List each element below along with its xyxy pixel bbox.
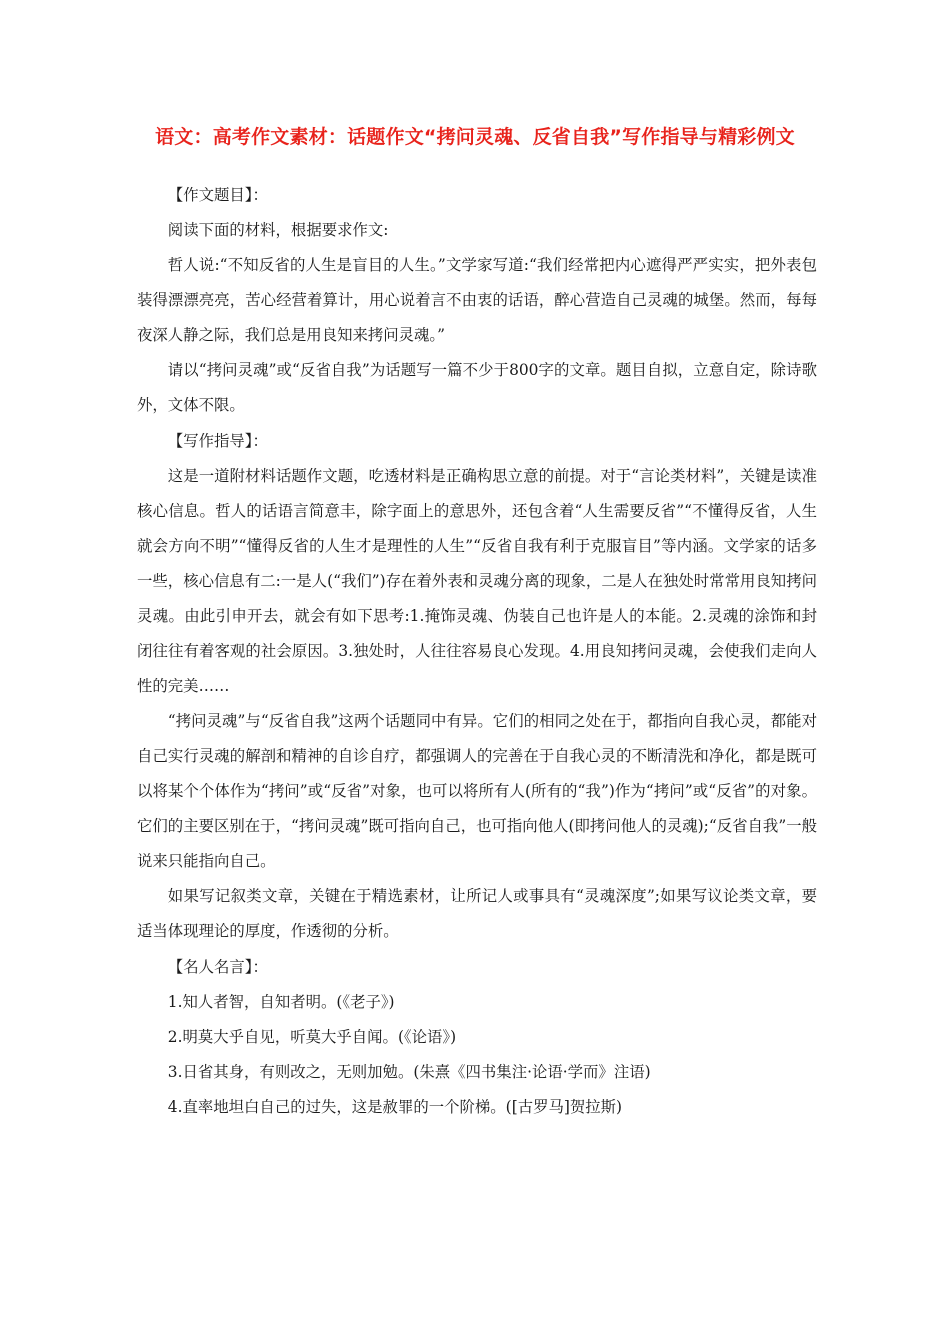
document-title: 语文：高考作文素材：话题作文“拷问灵魂、反省自我”写作指导与精彩例文	[155, 126, 795, 148]
paragraph: 阅读下面的材料，根据要求作文:	[167, 221, 389, 239]
section-heading-quotes: 【名人名言】：	[167, 958, 268, 976]
paragraph: 请以“拷问灵魂”或“反省自我”为话题写一篇不少于800字的文章。题目自拟，立意自定，除诗歌外，文体不限。	[137, 361, 817, 414]
paragraph: 如果写记叙类文章，关键在于精选素材，让所记人或事具有“灵魂深度”;如果写议论类文章，要适当体现理论的厚度，作透彻的分析。	[137, 887, 817, 940]
paragraph: 哲人说:“不知反省的人生是盲目的人生。”文学家写道:“我们经常把内心遮得严严实实，把外表包装得漂漂亮亮，苦心经营着算计，用心说着言不由衷的话语，醉心营造自己灵魂的城堡。然而，每每夜深人静之际，我们总是用良知来拷问灵魂。”	[137, 256, 817, 344]
quote-item: 1.知人者智，自知者明。(《老子》)	[167, 993, 395, 1011]
section-heading-topic: 【作文题目】：	[167, 186, 268, 204]
paragraph: 这是一道附材料话题作文题，吃透材料是正确构思立意的前提。对于“言论类材料”，关键是读准核心信息。哲人的话语言简意丰，除字面上的意思外，还包含着“人生需要反省”“不懂得反省，人生就会方向不明”“懂得反省的人生才是理性的人生”“反省自我有利于克服盲目”等内涵。文学家的话多一些，核心信息有二:一是人(“我们”)存在着外表和灵魂分离的现象，二是人在独处时常常用良知拷问灵魂。由此引申开去，就会有如下思考:1.掩饰灵魂、伪装自己也许是人的本能。2.灵魂的涂饰和封闭往往有着客观的社会原因。3.独处时，人往往容易良心发现。4.用良知拷问灵魂，会使我们走向人性的完美……	[137, 467, 817, 695]
quote-item: 3.日省其身，有则改之，无则加勉。(朱熹《四书集注·论语·学而》注语)	[167, 1063, 651, 1081]
section-heading-guidance: 【写作指导】：	[167, 432, 268, 450]
paragraph: “拷问灵魂”与“反省自我”这两个话题同中有异。它们的相同之处在于，都指向自我心灵，都能对自己实行灵魂的解剖和精神的自诊自疗，都强调人的完善在于自我心灵的不断清洗和净化，都是既可以将某个个体作为“拷问”或“反省”对象，也可以将所有人(所有的“我”)作为“拷问”或“反省”的对象。它们的主要区别在于，“拷问灵魂”既可指向自己，也可指向他人(即拷问他人的灵魂);“反省自我”一般说来只能指向自己。	[137, 712, 817, 870]
quote-item: 4.直率地坦白自己的过失，这是赦罪的一个阶梯。([古罗马]贺拉斯)	[167, 1098, 623, 1116]
quote-item: 2.明莫大乎自见，听莫大乎自闻。(《论语》)	[167, 1028, 457, 1046]
document-body	[137, 177, 817, 1125]
